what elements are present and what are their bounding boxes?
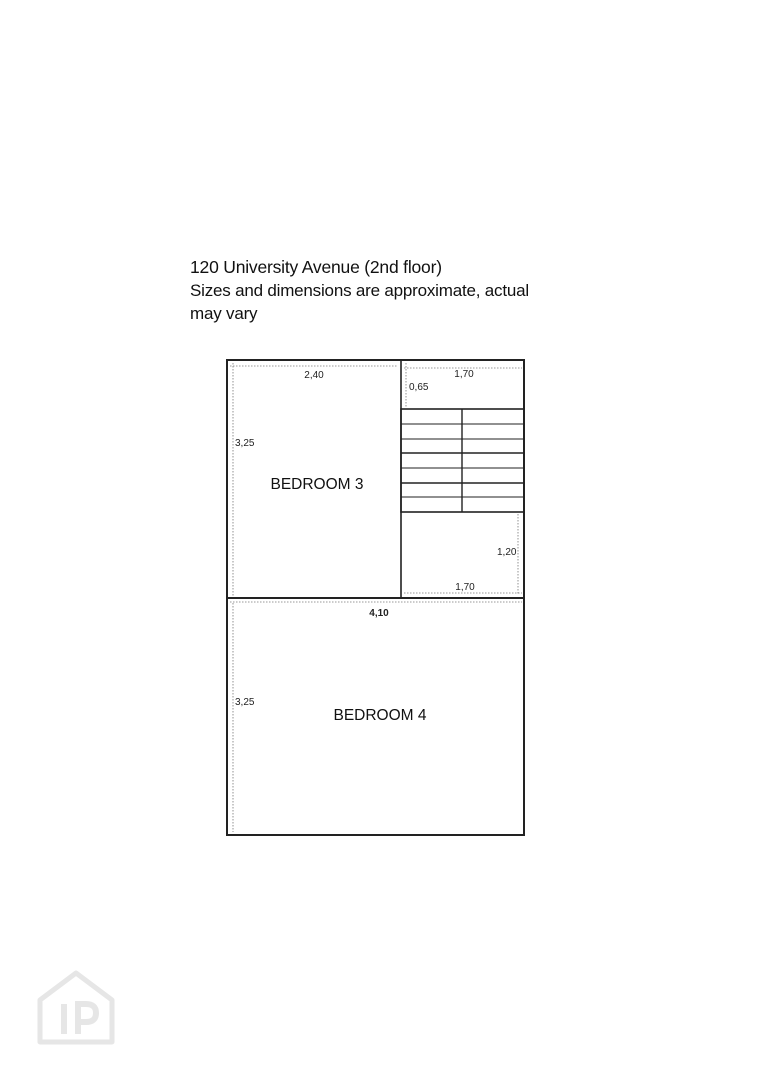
dim-overall-width: 4,10 bbox=[369, 608, 389, 619]
dim-bedroom3-depth: 3,25 bbox=[235, 438, 255, 449]
disclaimer-line-1: Sizes and dimensions are approximate, actual bbox=[190, 281, 529, 300]
staircase bbox=[401, 409, 524, 512]
bedroom3-label: BEDROOM 3 bbox=[270, 476, 364, 493]
dim-bedroom4-depth: 3,25 bbox=[235, 697, 255, 708]
dim-bedroom3-width: 2,40 bbox=[304, 370, 324, 381]
dim-landing-top-width: 1,70 bbox=[454, 369, 474, 380]
dim-landing-top-depth: 0,65 bbox=[409, 382, 429, 393]
bedroom4-label: BEDROOM 4 bbox=[333, 707, 427, 724]
disclaimer-line-2: may vary bbox=[190, 304, 258, 323]
dim-landing-bottom-depth: 1,20 bbox=[497, 547, 517, 558]
house-logo-icon bbox=[36, 968, 116, 1046]
dim-landing-bottom-width: 1,70 bbox=[455, 582, 475, 593]
property-title: 120 University Avenue (2nd floor) bbox=[190, 257, 442, 277]
